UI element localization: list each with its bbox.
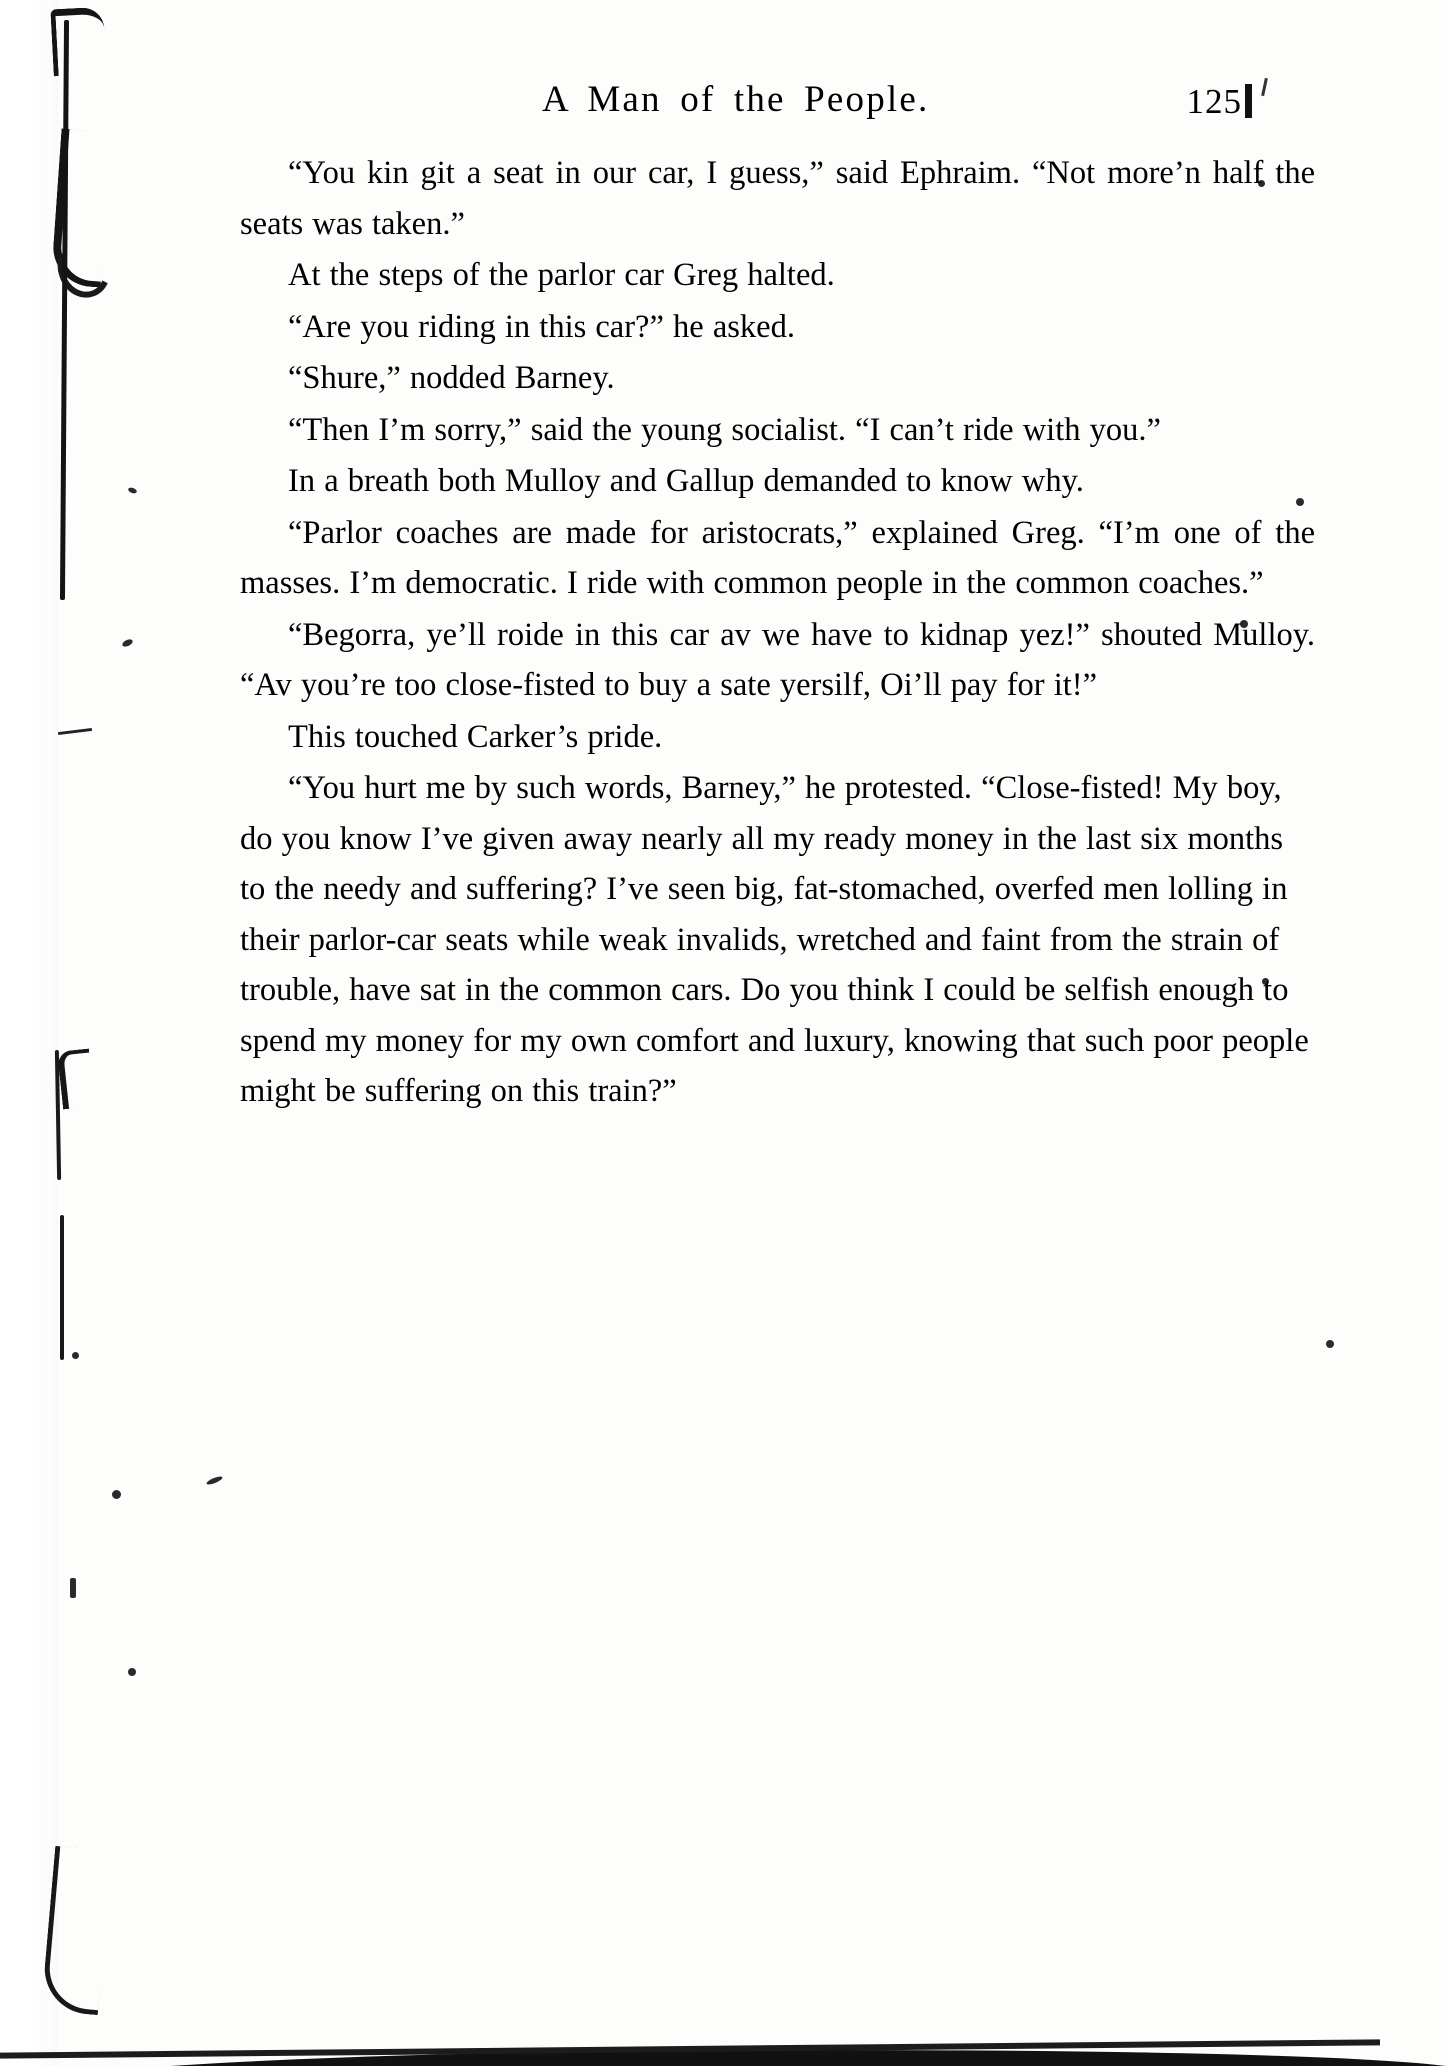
running-head	[240, 78, 1358, 142]
page-title: A Man of the People.	[542, 79, 930, 120]
paragraph: This touched Carker’s pride.	[288, 718, 663, 755]
margin-ink-hook	[50, 7, 106, 77]
scan-speck	[1326, 1340, 1334, 1348]
paragraph: In a breath both Mulloy and Gallup demanded to know why.	[288, 463, 1084, 499]
paragraph: “You kin git a seat in our car, I guess,” said Ephraim. “Not more’n half the seats was taken.”	[240, 155, 1315, 242]
body-text	[240, 148, 1315, 1117]
page-bottom-edge	[0, 2018, 1448, 2066]
scan-speck	[112, 1490, 121, 1499]
page-text-block	[240, 78, 1358, 1118]
paragraph: “Then I’m sorry,” said the young socialist. “I can’t ride with you.”	[288, 411, 1161, 448]
page-number-ink-smudge	[1245, 84, 1252, 118]
margin-ink-line-lowest	[60, 1215, 64, 1360]
scan-speck	[206, 1475, 224, 1486]
margin-ink-line	[60, 20, 69, 600]
scan-speck	[128, 1668, 136, 1676]
margin-ink-tick	[58, 728, 92, 735]
scan-speck	[70, 1578, 76, 1598]
paragraph: “You hurt me by such words, Barney,” he protested. “Close-fisted! My boy, do you know I’ve given away nearly all my ready money in the last six months to the needy and suffering? I’ve seen big, fat-stomached, overfed men lolling in their parlor-car seats while weak invalids, wretched and faint from the strain of trouble, have sat in the common cars. Do you think I could be selfish enough to spend my money for my own comfort and luxury, knowing that such poor people might be suffering on this train?”	[240, 770, 1309, 1109]
scan-speck	[127, 487, 137, 495]
scan-speck	[121, 638, 134, 648]
paragraph: “Are you riding in this car?” he asked.	[288, 308, 795, 345]
running-head-ink-tick	[1261, 78, 1268, 96]
paragraph: “Parlor coaches are made for aristocrats,” explained Greg. “I’m one of the masses. I’m democratic. I ride with common people in the common coaches.”	[240, 514, 1315, 601]
paragraph: “Shure,” nodded Barney.	[288, 360, 615, 396]
page-binding-shadow	[0, 0, 58, 2066]
paragraph: At the steps of the parlor car Greg halted.	[288, 257, 835, 293]
scan-speck	[72, 1352, 79, 1359]
page-number: 125	[1186, 82, 1242, 121]
paragraph: “Begorra, ye’ll roide in this car av we have to kidnap yez!” shouted Mulloy. “Av you’re too close-fisted to buy a sate yersilf, Oi’ll pay for it!”	[240, 616, 1315, 703]
margin-ink-brace	[57, 1048, 95, 1109]
